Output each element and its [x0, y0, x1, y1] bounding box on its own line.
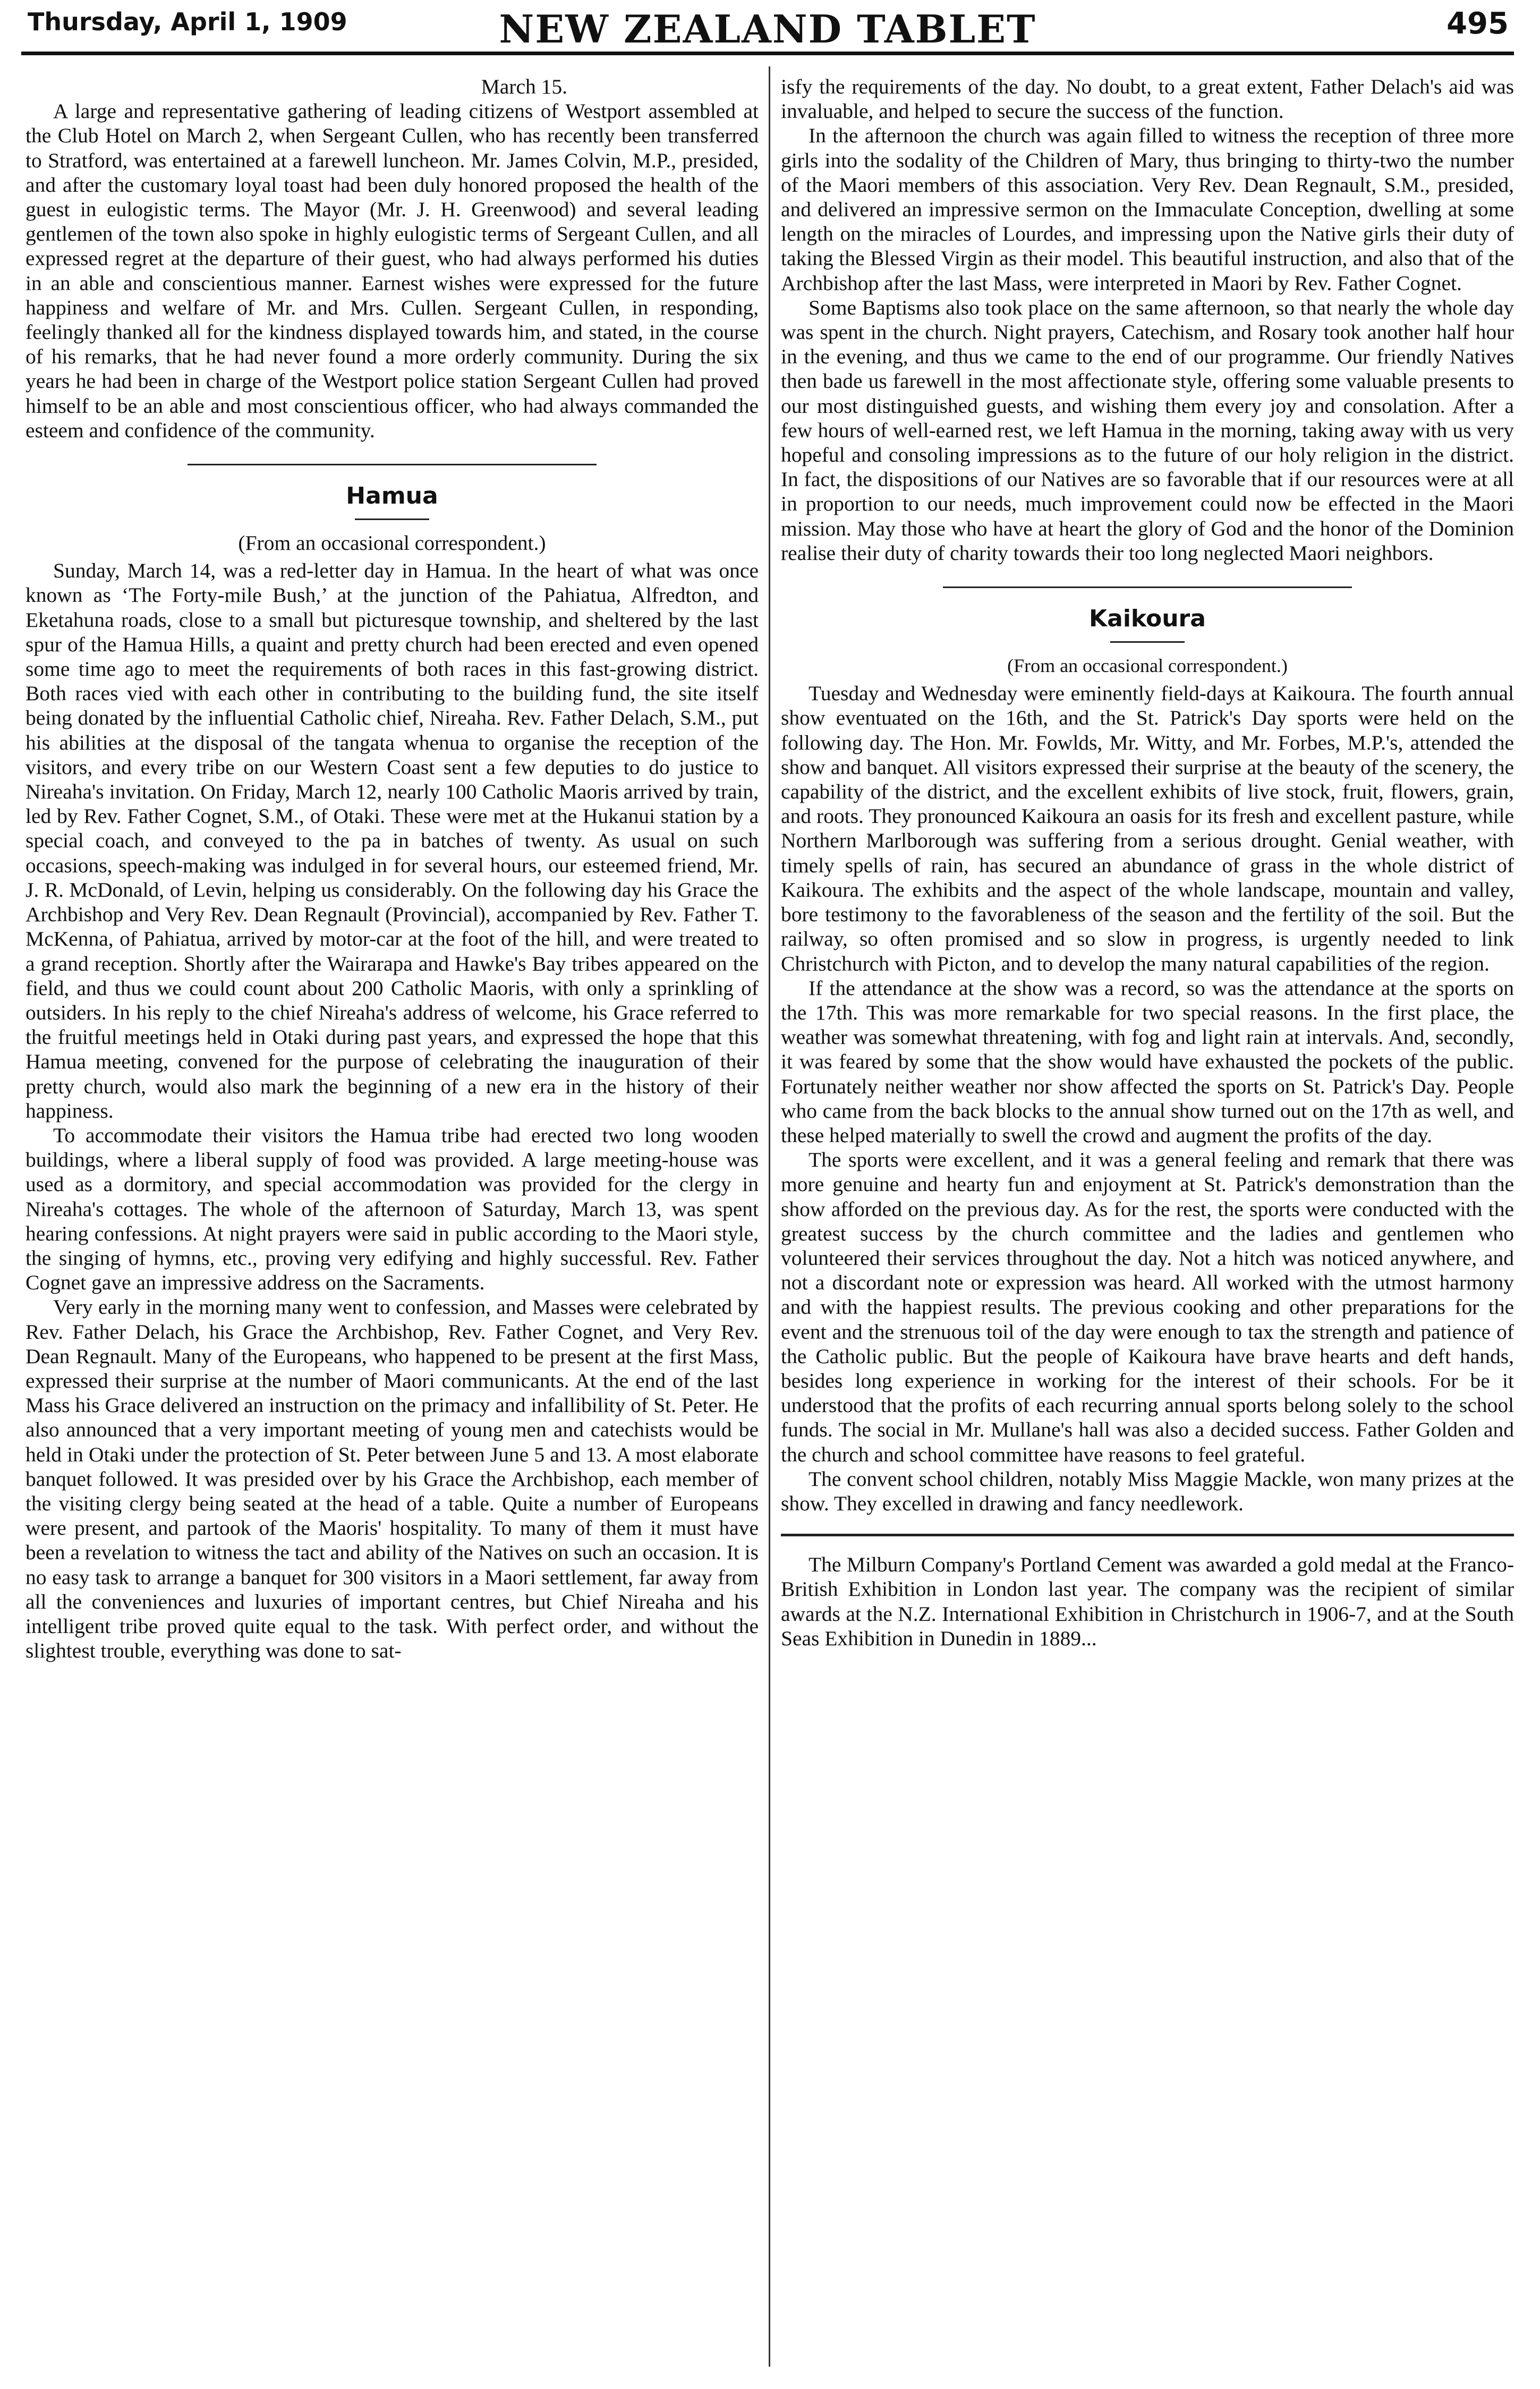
hamua-paragraph-1: Sunday, March 14, was a red-letter day in Hamua. In the heart of what was once known as ‘The Forty-mile Bush,’ at the junction of the Pahiatua, Alfredton, and Eketahuna roads, close to a small but picturesque township, and sheltered by the last spur of the Hamua Hills, a quaint and pretty church had been erected and even opened some time ago to meet the requirements of both races in this fast-growing district. Both races vied with each other in contributing to the building fund, the site itself being donated by the influential Catholic chief, Nireaha. Rev. Father Delach, S.M., put his abilities at the disposal of the tangata whenua to organise the reception of the visitors, and every tribe on our Western Coast sent a few deputies to do justice to Nireaha's invitation. On Friday, March 12, nearly 100 Catholic Maoris arrived by train, led by Rev. Father Cognet, S.M., of Otaki. These were met at the Hukanui station by a special coach, and conveyed to the pa in batches of twenty. As usual on such occasions, speech-making was indulged in for several hours, our esteemed friend, Mr. J. R. McDonald, of Levin, helping us considerably. On the following day his Grace the Archbishop and Very Rev. Dean Regnault (Provincial), accompanied by Rev. Father T. McKenna, of Pahiatua, arrived by motor-car at the foot of the hill, and were treated to a grand reception. Shortly after the Wairarapa and Hawke's Bay tribes appeared on the field, and thus we could count about 200 Catholic Maoris, with only a sprinkling of outsiders. In his reply to the chief Nireaha's address of welcome, his Grace referred to the fruitful meetings held in Otaki during past years, and expressed the hope that this Hamua meeting, convened for the purpose of celebrating the inauguration of their pretty church, would also mark the beginning of a new era in the history of their happiness.	[25, 559, 759, 1123]
right-column	[781, 74, 1514, 1651]
hamua-paragraph-4: In the afternoon the church was again filled to witness the reception of three more girls into the sodality of the Children of Mary, thus bringing to thirty-two the number of the Maori members of this association. Very Rev. Dean Regnault, S.M., presided, and delivered an impressive sermon on the Immaculate Conception, dwelling at some length on the miracles of Lourdes, and impressing upon the Native girls their duty of taking the Blessed Virgin as their model. This beautiful instruction, and also that of the Archbishop after the last Mass, were interpreted in Maori by Rev. Father Cognet.	[781, 124, 1514, 295]
kaikoura-heading: Kaikoura	[1089, 605, 1206, 633]
kaikoura-paragraph-2: If the attendance at the show was a record, so was the attendance at the sports on the 17th. This was more remarkable for two special reasons. In the first place, the weather was somewhat threatening, with fog and light rain at intervals. And, secondly, it was feared by some that the show would have exhausted the pockets of the public. Fortunately neither weather nor show affected the sports on St. Patrick's Day. People who came from the back blocks to the annual show turned out on the 17th as well, and these helped materially to swell the crowd and augment the profits of the day.	[781, 976, 1514, 1147]
issue-date: Thursday, April 1, 1909	[28, 7, 347, 36]
westport-paragraph: A large and representative gathering of leading citizens of Westport assembled at the Club Hotel on March 2, when Sergeant Cullen, who has recently been transferred to Stratford, was entertained at a farewell luncheon. Mr. James Colvin, M.P., presided, and after the customary loyal toast had been duly honored proposed the health of the guest in eulogistic terms. The Mayor (Mr. J. H. Greenwood) and several leading gentlemen of the town also spoke in highly eulogistic terms of Sergeant Cullen, and all expressed regret at the departure of their guest, who had always performed his duties in an able and conscientious manner. Earnest wishes were expressed for the future happiness and welfare of Mr. and Mrs. Cullen. Sergeant Cullen, in responding, feelingly thanked all for the kindness displayed towards him, and stated, in the course of his remarks, that he had never found a more orderly community. During the six years he had been in charge of the Westport police station Sergeant Cullen had proved himself to be an able and most conscientious officer, who had always commanded the esteem and confidence of the community.	[25, 99, 759, 442]
westport-dateline: March 15.	[481, 75, 567, 98]
hamua-paragraph-5: Some Baptisms also took place on the same afternoon, so that nearly the whole day was spent in the church. Night prayers, Catechism, and Rosary took another half hour in the evening, and thus we came to the end of our programme. Our friendly Natives then bade us farewell in the most affectionate style, offering some valuable presents to our most distinguished guests, and wishing them every joy and consolation. After a few hours of well-earned rest, we left Hamua in the morning, taking away with us very hopeful and consoling impressions as to the future of our holy religion in the district. In fact, the dispositions of our Natives are so favorable that if our resources were at all in proportion to our needs, much improvement could now be effected in the Maori mission. May those who have at heart the glory of God and the honor of the Dominion realise their duty of charity towards their too long neglected Maori neighbors.	[781, 295, 1514, 565]
hamua-heading: Hamua	[346, 482, 438, 510]
newspaper-title: NEW ZEALAND TABLET	[499, 6, 1036, 52]
left-column	[25, 74, 759, 1663]
section-divider	[781, 1534, 1514, 1536]
hamua-paragraph-3: Very early in the morning many went to confession, and Masses were celebrated by Rev. Father Delach, his Grace the Archbishop, Rev. Father Cognet, and Very Rev. Dean Regnault. Many of the Europeans, who happened to be present at the first Mass, expressed their surprise at the number of Maori communicants. At the end of the last Mass his Grace delivered an instruction on the primacy and infallibility of St. Peter. He also announced that a very important meeting of young men and catechists would be held in Otaki under the protection of St. Peter between June 5 and 13. A most elaborate banquet followed. It was presided over by his Grace the Archbishop, each member of the visiting clergy being seated at the head of a table. Quite a number of Europeans were present, and partook of the Maoris' hospitality. To many of them it must have been a revelation to witness the tact and ability of the Natives on such an occasion. It is no easy task to arrange a banquet for 300 visitors in a Maori settlement, far away from all the conveniences and luxuries of important centres, but Chief Nireaha and his intelligent tribe proved quite equal to the task. With perfect order, and without the slightest trouble, everything was done to sat-	[25, 1295, 759, 1663]
hamua-byline: (From an occasional correspondent.)	[238, 531, 546, 555]
hamua-paragraph-2: To accommodate their visitors the Hamua tribe had erected two long wooden buildings, where a liberal supply of food was provided. A large meeting-house was used as a dormitory, and special accommodation was provided for the clergy in Nireaha's cottages. The whole of the afternoon of Saturday, March 13, was spent hearing confessions. At night prayers were said in public according to the Maori style, the singing of hymns, etc., proving very edifying and highly successful. Rev. Father Cognet gave an impressive address on the Sacraments.	[25, 1123, 759, 1295]
kaikoura-paragraph-4: The convent school children, notably Miss Maggie Mackle, won many prizes at the show. They excelled in drawing and fancy needlework.	[781, 1467, 1514, 1515]
section-divider	[943, 586, 1352, 588]
masthead	[21, 4, 1514, 55]
section-divider	[188, 464, 597, 465]
heading-underline	[1110, 641, 1185, 643]
kaikoura-paragraph-3: The sports were excellent, and it was a general feeling and remark that there was more genuine and hearty fun and enjoyment at St. Patrick's demonstration than the show afforded on the previous day. As for the rest, the sports were conducted with the greatest success by the church committee and the ladies and gentlemen who volunteered their services throughout the day. Not a hitch was noticed anywhere, and not a discordant note or expression was heard. All worked with the utmost harmony and with the happiest results. The previous cooking and other preparations for the event and the strenuous toil of the day were enough to tax the strength and patience of the Catholic public. But the people of Kaikoura have brave hearts and deft hands, besides long experience in working for the interest of their schools. For be it understood that the profits of each recurring annual sports belong solely to the school funds. The social in Mr. Mullane's hall was also a decided success. Father Golden and the church and school committee have reasons to feel grateful.	[781, 1148, 1514, 1466]
milburn-paragraph: The Milburn Company's Portland Cement was awarded a gold medal at the Franco-British Exhibition in London last year. The company was the recipient of similar awards at the N.Z. International Exhibition in Christchurch in 1906-7, and at the South Seas Exhibition in Dunedin in 1889...	[781, 1553, 1514, 1650]
kaikoura-paragraph-1: Tuesday and Wednesday were eminently field-days at Kaikoura. The fourth annual show eventuated on the 16th, and the St. Patrick's Day sports were held on the following day. The Hon. Mr. Fowlds, Mr. Witty, and Mr. Forbes, M.P.'s, attended the show and banquet. All visitors expressed their surprise at the beauty of the scenery, the capability of the district, and the excellent exhibits of live stock, fruit, flowers, grain, and roots. They pronounced Kaikoura an oasis for its fresh and excellent pasture, while Northern Marlborough was suffering from a serious drought. Genial weather, with timely spells of rain, has secured an abundance of grass in the whole district of Kaikoura. The exhibits and the aspect of the whole landscape, mountain and valley, bore testimony to the favorableness of the season and the fertility of the soil. But the railway, so often promised and so slow in progress, is urgently needed to link Christchurch with Picton, and to develop the many natural capabilities of the region.	[781, 682, 1514, 975]
heading-underline	[355, 518, 429, 520]
column-divider	[769, 66, 770, 2367]
kaikoura-byline: (From an occasional correspondent.)	[1007, 655, 1288, 677]
page-number: 495	[1447, 6, 1509, 41]
hamua-continuation: isfy the requirements of the day. No doubt, to a great extent, Father Delach's aid was invaluable, and helped to secure the success of the function.	[781, 75, 1514, 123]
